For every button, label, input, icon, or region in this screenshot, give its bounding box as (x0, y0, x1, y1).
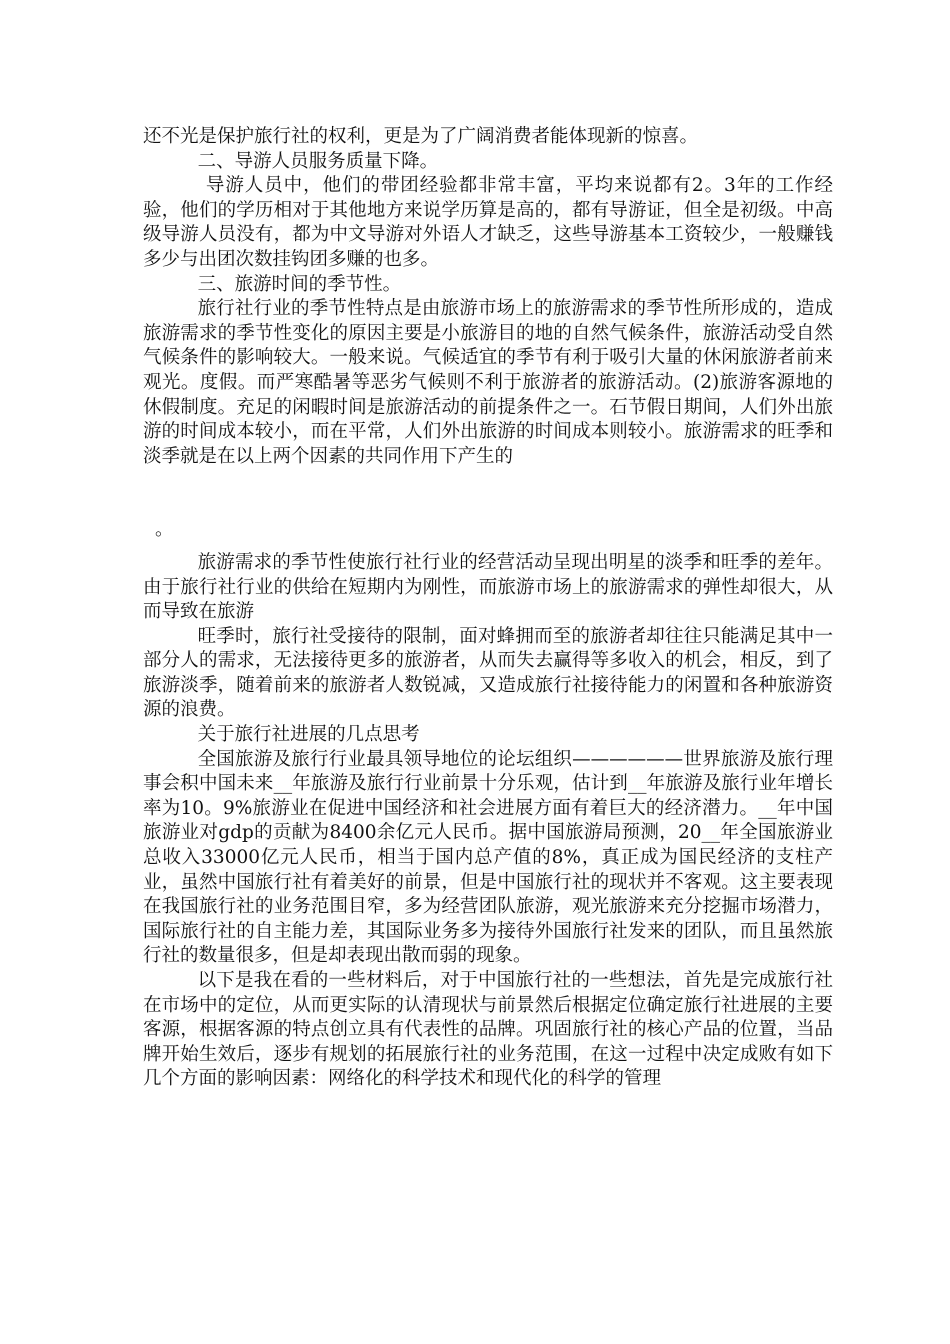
section-heading-development-thoughts: 关于旅行社进展的几点思考 (197, 724, 420, 746)
paragraph-continuation: 还不光是保护旅行社的权利，更是为了广阔消费者能体现新的惊喜。 (143, 126, 699, 147)
paragraph-personal-thoughts: 以下是我在看的一些材料后，对于中国旅行社的一些想法，首先是完成旅行社在市场中的定位，从而更实际的认清现状与前景然后根据定位确定旅行社进展的主要客源，根据客源的特点创立具有代表性的品牌。巩固旅行社的核心产品的位置，当品牌开始生效后，逐步有规划的拓展旅行社的业务范围，在这一过程中决定成败有如下几个方面的影响因素：网络化的科学技术和现代化的科学的管理 (143, 970, 833, 1090)
document-page (143, 125, 833, 1092)
paragraph-guide-staff: 导游人员中，他们的带团经验都非常丰富，平均来说都有2。3年的工作经验，他们的学历相对于其他地方来说学历算是高的，都有导游证，但全是初级。中高级导游人员没有，都为中文导游对外语人才缺乏，这些导游基本工资较少，一般赚钱多少与出团次数挂钩团多赚的也多。 (143, 175, 833, 270)
stray-period: 。 (155, 519, 174, 541)
paragraph-peak-season: 旺季时，旅行社受接待的限制，面对蜂拥而至的旅游者却往往只能满足其中一部分人的需求，无法接待更多的旅游者，从而失去赢得等多收入的机会，相反，到了旅游淡季，随着前来的旅游者人数锐减，又造成旅行社接待能力的闲置和各种旅游资源的浪费。 (143, 625, 833, 721)
paragraph-seasonality-causes: 旅行社行业的季节性特点是由旅游市场上的旅游需求的季节性所形成的，造成旅游需求的季节性变化的原因主要是小旅游目的地的自然气候条件，旅游活动受自然气候条件的影响较大。一般来说。气候适宜的季节有利于吸引大量的休闲旅游者前来观光。度假。而严寒酷暑等恶劣气候则不利于旅游者的旅游活动。(2)旅游客源地的休假制度。充足的闲暇时间是旅游活动的前提条件之一。石节假日期间，人们外出旅游的时间成本较小，而在平常，人们外出旅游的时间成本则较小。旅游需求的旺季和淡季就是在以上两个因素的共同作用下产生的 (143, 298, 833, 467)
paragraph-industry-outlook: 全国旅游及旅行行业最具领导地位的论坛组织——————世界旅游及旅行理事会积中国未来__年旅游及旅行行业前景十分乐观，估计到__年旅游及旅行业年增长率为10。9%旅游业在促进中国经济和社会进展方面有着巨大的经济潜力。__年中国旅游业对gdp的贡献为8400余亿元人民币。据中国旅游局预测，20__年全国旅游业总收入33000亿元人民币，相当于国内总产值的8%，真正成为国民经济的支柱产业，虽然中国旅行社有着美好的前景，但是中国旅行社的现状并不客观。这主要表现在我国旅行社的业务范围目窄，多为经营团队旅游，观光旅游来充分挖掘市场潜力，国际旅行社的自主能力差，其国际业务多为接待外国旅行社发来的团队，而且虽然旅行社的数量很多，但是却表现出散而弱的现象。 (143, 748, 833, 967)
paragraph-seasonality-effects: 旅游需求的季节性使旅行社行业的经营活动呈现出明星的淡季和旺季的差年。由于旅行社行业的供给在短期内为刚性，而旅游市场上的旅游需求的弹性却很大，从而导致在旅游 (143, 551, 833, 623)
section-heading-seasonality: 三、旅游时间的季节性。 (197, 273, 402, 295)
section-heading-guide-quality: 二、导游人员服务质量下降。 (197, 150, 439, 172)
